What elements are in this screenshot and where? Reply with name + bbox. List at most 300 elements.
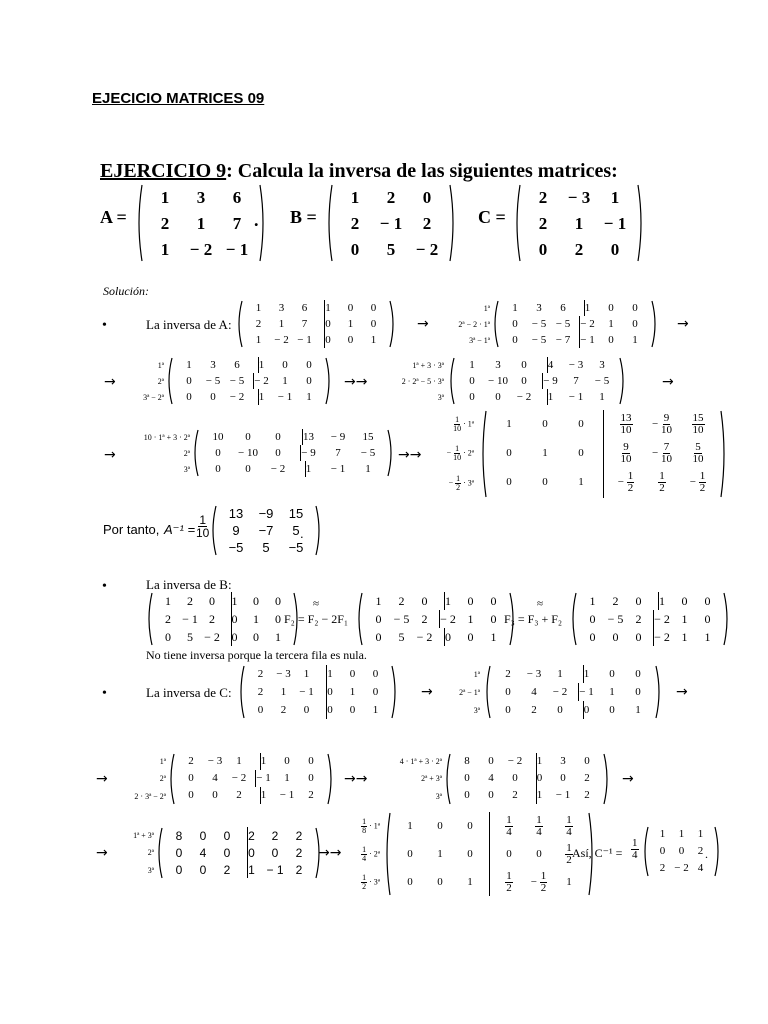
matrix-cell: 2 — [188, 755, 194, 767]
matrix-cell: 0 — [506, 847, 512, 860]
matrix-cell: 15 — [288, 506, 304, 521]
matrix-cell: 0 — [488, 789, 494, 801]
matrix-cell: 7 — [232, 213, 242, 233]
matrix-cell: 0 — [589, 630, 596, 644]
left-paren — [210, 505, 217, 556]
matrix-cell: 1 — [512, 301, 518, 314]
matrix-cell: 0 — [245, 462, 251, 475]
matrix-cell: 1 — [506, 418, 512, 430]
matrix-cell: − 1 — [255, 770, 270, 787]
matrix-cell: − 2 — [654, 612, 670, 626]
matrix-cell: − 2 — [552, 685, 568, 698]
matrix-cell: 2 — [165, 612, 171, 626]
matrix-cell: − 9 — [542, 373, 557, 389]
matrix-cell: − $\frac{1}{2}$ — [617, 470, 634, 494]
matrix-cell: 1 — [160, 187, 170, 207]
matrix-cell: 1 — [557, 667, 563, 680]
matrix-cell: 0 — [506, 447, 512, 459]
matrix-cell: 1 — [467, 612, 474, 626]
matrix-cell: 0 — [245, 430, 251, 443]
matrix-cell: 0 — [375, 612, 382, 626]
matrix-cell: 0 — [635, 667, 641, 680]
matrix-cell: 4 — [199, 845, 207, 860]
left-paren — [492, 300, 499, 348]
matrix-cell: 0 — [253, 630, 259, 644]
matrix-cell: 0 — [490, 594, 497, 608]
exercise-heading — [100, 160, 618, 183]
left-paren — [642, 826, 649, 877]
matrix-cell: 1 — [608, 317, 614, 330]
matrix-cell: − 3 — [567, 187, 591, 207]
matrix-cell: 0 — [609, 667, 615, 680]
left-paren — [356, 592, 363, 646]
matrix-B — [326, 184, 456, 262]
matrix-cell: 2 — [505, 667, 511, 680]
row-operation: 1ª + 3ª — [133, 831, 154, 841]
matrix-cell: 0 — [512, 772, 518, 784]
matrix-cell: 1 — [678, 828, 685, 840]
matrix-cell: 10 — [212, 430, 224, 443]
matrix-cell: 1 — [635, 703, 641, 716]
matrix-cell: 1 — [469, 358, 475, 371]
matrix-cell: − $\frac{1}{2}$ — [689, 470, 706, 494]
matrix-cell: 1 — [236, 755, 242, 767]
matrix-cell: 0 — [542, 476, 548, 488]
right-paren — [603, 753, 610, 805]
ops-c4 — [114, 827, 154, 879]
matrix-a-step3 — [448, 357, 626, 405]
matrix-cell: 0 — [271, 845, 279, 860]
matrix-cell: − 3 — [207, 755, 223, 767]
asi-text: Así, C⁻¹ = — [572, 846, 623, 860]
matrix-C — [514, 184, 644, 262]
matrix-cell: 2 — [257, 667, 264, 680]
matrix-cell: 13 — [302, 429, 314, 445]
matrix-cell: 0 — [467, 630, 474, 644]
matrix-cell: − 10 — [238, 446, 258, 459]
por-tanto-text: Por tanto, — [103, 522, 160, 537]
matrix-cell: 0 — [326, 683, 333, 701]
matrix-cell: 1 — [659, 594, 665, 608]
matrix-cell: 1 — [350, 187, 360, 207]
row-operation: 3ª − 1ª — [469, 335, 490, 345]
matrix-cell: 1 — [349, 685, 356, 698]
matrix-cell: $\frac{15}{10}$ — [692, 412, 704, 436]
matrix-cell: 1 — [326, 665, 333, 683]
matrix-cell: − 3 — [276, 667, 291, 680]
matrix-cell: 0 — [610, 239, 620, 259]
matrix-cell: 0 — [210, 390, 216, 403]
matrix-c-step2 — [168, 753, 334, 805]
solution-label: Solución: — [103, 284, 149, 298]
matrix-cell: 1 — [278, 317, 285, 330]
matrix-cell: − 5 — [360, 446, 376, 459]
matrix-cell: 1 — [632, 333, 638, 346]
matrix-cell: 7 — [335, 446, 341, 459]
matrix-cell: − 1 — [225, 239, 249, 259]
matrix-cell: 4 — [547, 357, 554, 373]
label-A: A = — [100, 207, 127, 227]
matrix-cell: 1 — [365, 462, 371, 475]
matrix-cell: 1 — [574, 213, 584, 233]
matrix-cell: 0 — [275, 446, 281, 459]
matrix-cell: 7 — [301, 317, 308, 330]
row-operation: 2ª − 1ª — [459, 687, 480, 697]
matrix-cell: 0 — [681, 594, 688, 608]
ops-c2 — [114, 753, 166, 805]
matrix-cell: 1 — [306, 390, 312, 403]
matrix-cell: 0 — [324, 332, 331, 348]
row-operation: 2ª + 3ª — [421, 774, 442, 784]
matrix-cell: 1 — [542, 447, 548, 459]
row-operation: 1ª — [157, 360, 164, 370]
matrix-cell: 1 — [372, 703, 379, 716]
matrix-cell: 2 — [584, 772, 590, 784]
matrix-cell: 0 — [560, 772, 566, 784]
matrix-cell: 1 — [536, 753, 543, 770]
matrix-cell: 0 — [370, 317, 377, 330]
matrix-cell: 0 — [306, 374, 312, 387]
matrix-cell: 0 — [490, 612, 497, 626]
matrix-cell: 1 — [584, 300, 591, 316]
matrix-cell: 1 — [186, 358, 192, 371]
matrix-cell: 0 — [464, 772, 470, 784]
matrix-cell: 2 — [236, 789, 242, 801]
matrix-cell: 2 — [635, 612, 642, 626]
ops-c3 — [380, 753, 442, 805]
matrix-cell: 2 — [574, 239, 584, 259]
matrix-cell: 0 — [512, 333, 518, 346]
matrix-cell: − 1 — [277, 390, 293, 403]
matrix-cell: 0 — [437, 819, 443, 832]
matrix-cell: 2 — [421, 612, 428, 626]
matrix-cell: 1 — [248, 862, 255, 877]
arrow-c1: → — [676, 684, 688, 700]
matrix-cell: − 5 — [555, 317, 571, 330]
double-arrow-c2: →→ — [344, 771, 368, 787]
matrix-cell: 1 — [445, 594, 451, 608]
b-op-1: F₂ = F₂ − 2F₁ — [284, 612, 349, 626]
matrix-cell: 0 — [467, 819, 473, 832]
matrix-cell: 0 — [512, 317, 518, 330]
left-paren — [136, 184, 143, 262]
matrix-cell: 1 — [160, 239, 170, 259]
matrix-cell: 2 — [209, 612, 215, 626]
matrix-cell: 6 — [232, 187, 242, 207]
matrix-cell: −5 — [288, 540, 304, 555]
matrix-cell: 0 — [632, 301, 638, 314]
row-operation: $\frac{1}{10}$ · 1ª — [453, 415, 474, 434]
matrix-cell: − 2 — [579, 316, 594, 332]
matrix-cell: 2 — [538, 187, 548, 207]
row-operation: 3ª — [435, 791, 442, 801]
matrix-cell: 0 — [635, 630, 642, 644]
row-operation: − $\frac{1}{2}$ · 3ª — [448, 473, 474, 492]
matrix-cell: 0 — [349, 703, 356, 716]
matrix-cell: 0 — [536, 770, 543, 787]
matrix-cell: 0 — [469, 374, 475, 387]
matrix-cell: 0 — [253, 594, 259, 608]
period-a-inv: . — [300, 526, 304, 541]
matrix-cell: 0 — [372, 667, 379, 680]
matrix-cell: − 1 — [568, 390, 584, 403]
matrix-cell: 4 — [531, 685, 537, 698]
matrix-cell: 0 — [308, 772, 314, 784]
matrix-cell: − 9 — [330, 430, 346, 443]
matrix-cell: 1 — [303, 667, 310, 680]
row-operation: 3ª − 2ª — [143, 392, 164, 402]
left-paren — [168, 753, 175, 805]
matrix-cell: 2 — [295, 862, 303, 877]
matrix-cell: 1 — [284, 772, 290, 784]
matrix-cell: − 1 — [266, 862, 284, 877]
matrix-cell: − $\frac{7}{10}$ — [652, 441, 672, 465]
matrix-cell: 0 — [188, 772, 194, 784]
left-paren — [448, 357, 455, 405]
matrix-cell: 4 — [488, 772, 494, 784]
period-A: . — [254, 210, 259, 230]
matrix-cell: 0 — [421, 594, 428, 608]
matrix-cell: 1 — [165, 594, 171, 608]
row-operation: 2ª — [183, 448, 190, 458]
bullet-c-text: La inversa de C: — [146, 685, 232, 700]
matrix-cell: 5 — [262, 540, 270, 555]
matrix-cell: 6 — [234, 358, 240, 371]
right-paren — [387, 429, 394, 477]
matrix-cell: 5 — [398, 630, 405, 644]
matrix-cell: 1 — [255, 333, 262, 346]
matrix-cell: 0 — [612, 630, 619, 644]
row-operation: 1ª — [473, 669, 480, 679]
arrow-c4-start: → — [96, 845, 108, 861]
matrix-cell: 2 — [538, 213, 548, 233]
matrix-cell: 0 — [635, 685, 641, 698]
matrix-cell: 0 — [557, 703, 563, 716]
matrix-cell: 1 — [697, 828, 704, 840]
left-paren — [166, 357, 173, 405]
row-operation: 1ª + 3 · 3ª — [412, 360, 444, 370]
matrix-cell: 1 — [305, 461, 312, 477]
matrix-cell: 3 — [196, 187, 206, 207]
matrix-cell: 13 — [228, 506, 244, 521]
matrix-cell: 0 — [209, 594, 215, 608]
matrix-cell: 2 — [584, 789, 590, 801]
matrix-c-step5 — [384, 812, 595, 896]
right-paren — [651, 300, 658, 348]
matrix-cell: − 1 — [603, 213, 627, 233]
matrix-cell: 0 — [275, 430, 281, 443]
matrix-cell: 0 — [231, 612, 238, 626]
matrix-cell: 0 — [186, 390, 192, 403]
left-paren — [192, 429, 199, 477]
period-c-inv: . — [705, 847, 708, 861]
matrix-a-step5 — [480, 410, 727, 498]
matrix-cell: 0 — [347, 301, 354, 314]
matrix-cell: 0 — [306, 358, 312, 371]
row-operation: 2 · 3ª − 2ª — [134, 791, 166, 801]
left-paren — [444, 753, 451, 805]
matrix-cell: 0 — [275, 612, 281, 626]
matrix-cell: 7 — [573, 374, 579, 387]
matrix-cell: 2 — [659, 862, 666, 874]
matrix-cell: 0 — [223, 828, 231, 843]
matrix-cell: 5 — [187, 630, 193, 644]
matrix-cell: − 1 — [299, 685, 314, 698]
matrix-cell: 2 — [255, 317, 262, 330]
matrix-cell: $\frac{1}{2}$ — [506, 869, 512, 894]
matrix-cell: 0 — [538, 239, 548, 259]
matrix-cell: 2 — [512, 789, 518, 801]
bullet-a-text: La inversa de A: — [146, 317, 232, 332]
matrix-cell: 1 — [583, 665, 590, 683]
arrow-a0: → — [417, 316, 429, 332]
matrix-cell: 2 — [398, 594, 405, 608]
ops-a4 — [122, 429, 190, 477]
matrix-cell: 0 — [375, 630, 382, 644]
matrix-cell: 0 — [231, 630, 238, 644]
right-paren — [637, 184, 644, 262]
ops-a2 — [122, 357, 164, 405]
matrix-cell: 0 — [308, 755, 314, 767]
matrix-cell: − 2 — [416, 630, 433, 644]
left-paren — [236, 300, 243, 348]
matrix-cell: 0 — [326, 701, 333, 719]
matrix-cell: 0 — [175, 845, 183, 860]
right-paren — [723, 592, 730, 646]
right-paren — [714, 826, 721, 877]
row-operation: 1ª — [159, 757, 166, 767]
matrix-cell: $\frac{5}{10}$ — [692, 441, 704, 465]
double-arrow-a4: →→ — [398, 447, 422, 463]
matrix-cell: 0 — [422, 187, 432, 207]
matrix-c-step4 — [156, 827, 322, 879]
matrix-cell: 0 — [282, 358, 288, 371]
matrix-cell: 0 — [542, 418, 548, 430]
matrix-cell: 2 — [187, 594, 193, 608]
matrix-cell: − 1 — [578, 683, 593, 701]
matrix-cell: 1 — [610, 187, 620, 207]
row-operation: 2ª — [159, 774, 166, 784]
label-B: B = — [290, 207, 317, 227]
matrix-cell: 2 — [612, 594, 619, 608]
matrix-cell: − 2 — [189, 239, 213, 259]
arrow-a4-start: → — [104, 447, 116, 463]
row-operation: 3ª — [437, 392, 444, 402]
matrix-cell: 0 — [215, 446, 221, 459]
matrix-cell: 1 — [681, 612, 688, 626]
matrix-cell: − 2 — [440, 612, 456, 626]
label-C: C = — [478, 207, 506, 227]
matrix-cell: 3 — [599, 358, 605, 371]
bullet-c-dot: • — [102, 686, 107, 701]
arrow-a1: → — [677, 316, 689, 332]
double-arrow-c4: →→ — [318, 845, 342, 861]
matrix-cell: 2 — [350, 213, 360, 233]
matrix-b-step2 — [570, 592, 730, 646]
matrix-cell: 0 — [608, 301, 614, 314]
matrix-cell: − 5 — [594, 374, 610, 387]
matrix-c-inverse — [642, 826, 721, 877]
matrix-cell: 0 — [215, 462, 221, 475]
row-operation: 1ª — [483, 303, 490, 313]
row-operation: 10 · 1ª + 3 · 2ª — [143, 432, 190, 442]
matrix-cell: $\frac{1}{2}$ — [566, 841, 572, 866]
matrix-cell: − 5 — [205, 374, 221, 387]
matrix-cell: 9 — [232, 523, 240, 538]
matrix-cell: 1 — [347, 317, 354, 330]
row-operation: 4 · 1ª + 3 · 2ª — [399, 757, 442, 767]
matrix-cell: − 2 — [231, 772, 247, 784]
matrix-cell: 1 — [275, 630, 281, 644]
matrix-cell: 0 — [175, 862, 183, 877]
matrix-cell: − 1 — [379, 213, 403, 233]
matrix-cell: 1 — [324, 300, 331, 316]
matrix-cell: 0 — [505, 685, 511, 698]
matrix-cell: 0 — [186, 374, 192, 387]
matrix-cell: 0 — [678, 845, 685, 857]
matrix-cell: 0 — [437, 875, 443, 888]
matrix-cell: 0 — [464, 789, 470, 801]
matrix-cell: 4 — [212, 772, 218, 784]
matrix-cell: 0 — [659, 845, 666, 857]
matrix-cell: 1 — [260, 787, 267, 804]
matrix-cell: − 9 — [300, 445, 315, 461]
matrix-cell: 1 — [467, 875, 473, 888]
right-paren — [315, 505, 322, 556]
matrix-A — [136, 184, 266, 262]
matrix-cell: 0 — [349, 667, 356, 680]
matrix-cell: 0 — [212, 789, 218, 801]
matrix-cell: − 5 — [229, 374, 245, 387]
ops-c1 — [440, 665, 480, 719]
matrix-cell: 0 — [303, 703, 310, 716]
matrix-cell: 0 — [488, 755, 494, 767]
matrix-a-step1 — [492, 300, 658, 348]
matrix-a-step2 — [166, 357, 332, 405]
left-paren — [484, 665, 491, 719]
matrix-a-inverse — [210, 505, 322, 556]
matrix-cell: − 1 — [330, 462, 346, 475]
matrix-cell: 3 — [278, 301, 285, 314]
right-paren — [327, 753, 334, 805]
matrix-cell: − 10 — [488, 374, 508, 387]
matrix-cell: 0 — [347, 333, 354, 346]
row-operation: 2 · 2ª − 5 · 3ª — [401, 376, 444, 386]
matrix-c-step3 — [444, 753, 610, 805]
row-operation: 2ª — [147, 848, 154, 858]
matrix-cell: 5 — [386, 239, 396, 259]
matrix-cell: 0 — [704, 612, 711, 626]
matrix-cell: 2 — [295, 845, 303, 860]
matrix-cell: 0 — [324, 316, 331, 332]
matrix-cell: 0 — [536, 847, 542, 860]
matrix-cell: 2 — [308, 789, 314, 801]
double-arrow-a2: →→ — [344, 374, 368, 390]
row-operation: − $\frac{1}{10}$ · 2ª — [446, 444, 474, 463]
matrix-cell: 2 — [257, 685, 264, 698]
row-operation: 3ª — [147, 865, 154, 875]
arrow-a3: → — [662, 374, 674, 390]
matrix-cell: 1 — [407, 819, 413, 832]
b-note: No tiene inversa porque la tercera fila es nula. — [146, 648, 367, 662]
a-inverse-label: A⁻¹ = — [164, 522, 196, 537]
left-paren — [146, 592, 153, 646]
matrix-cell: − 3 — [526, 667, 542, 680]
matrix-cell: − 7 — [555, 333, 571, 346]
matrix-cell: 0 — [223, 845, 231, 860]
matrix-cell: 2 — [531, 703, 537, 716]
matrix-cell: 1 — [589, 594, 596, 608]
